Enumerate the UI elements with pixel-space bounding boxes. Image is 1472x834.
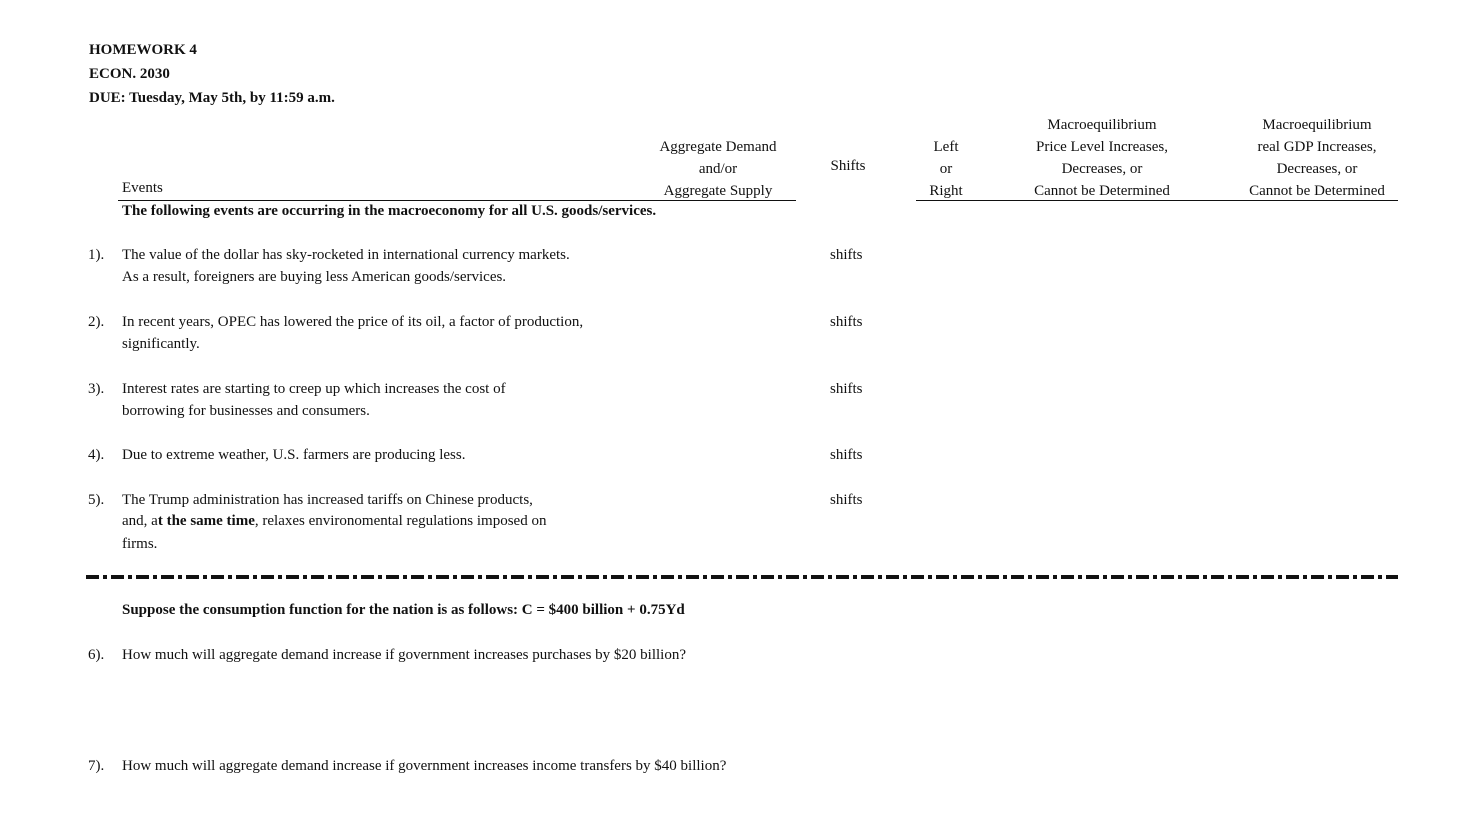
event-text-line <box>122 513 546 530</box>
event-text-emphasis: t the same time <box>157 513 255 529</box>
col-header-price-level-line: Price Level Increases, <box>1035 139 1168 155</box>
section-divider <box>86 575 1398 579</box>
col-header-shifts: Shifts <box>830 158 866 174</box>
event-shifts-label: shifts <box>830 381 863 397</box>
event-text-fragment: and, a <box>122 513 158 529</box>
event-text-line: borrowing for businesses and consumers. <box>122 403 370 419</box>
col-header-price-level-line: Decreases, or <box>1061 161 1143 177</box>
col-header-direction-line: Left <box>933 139 959 155</box>
col-header-ad-as-line: and/or <box>698 161 738 177</box>
header-underline <box>916 200 1398 201</box>
col-header-ad-as-line: Aggregate Demand <box>659 139 777 155</box>
event-number: 2). <box>88 314 105 330</box>
event-number: 1). <box>88 247 105 263</box>
col-header-ad-as-line: Aggregate Supply <box>663 183 773 199</box>
course-code: ECON. 2030 <box>89 66 170 82</box>
homework-title: HOMEWORK 4 <box>89 42 197 58</box>
col-header-price-level-line: Macroequilibrium <box>1047 117 1157 133</box>
event-text-line: firms. <box>122 536 158 552</box>
question-number: 7). <box>88 758 105 774</box>
question-number: 6). <box>88 647 105 663</box>
event-number: 3). <box>88 381 105 397</box>
event-text-line: significantly. <box>122 336 200 352</box>
event-shifts-label: shifts <box>830 447 863 463</box>
event-shifts-label: shifts <box>830 492 863 508</box>
event-text-line: Due to extreme weather, U.S. farmers are producing less. <box>122 447 466 463</box>
col-header-direction-line: or <box>939 161 953 177</box>
section2-intro: Suppose the consumption function for the nation is as follows: C = $400 billion + 0.75Yd <box>122 602 685 618</box>
event-number: 4). <box>88 447 105 463</box>
col-header-real-gdp-line: real GDP Increases, <box>1257 139 1377 155</box>
event-text-line: In recent years, OPEC has lowered the price of its oil, a factor of production, <box>122 314 584 330</box>
col-header-direction-line: Right <box>929 183 963 199</box>
section1-intro: The following events are occurring in the macroeconomy for all U.S. goods/services. <box>122 203 657 219</box>
event-text-line: The value of the dollar has sky-rocketed in international currency markets. <box>122 247 570 263</box>
event-text-line: As a result, foreigners are buying less American goods/services. <box>122 269 507 285</box>
col-header-ad-as <box>640 136 796 202</box>
question-text: How much will aggregate demand increase if government increases purchases by $20 billion? <box>122 647 686 663</box>
event-text-fragment: , relaxes environomental regulations imposed on <box>254 513 547 529</box>
event-text-line: The Trump administration has increased tariffs on Chinese products, <box>122 492 533 508</box>
col-header-real-gdp-line: Cannot be Determined <box>1249 183 1385 199</box>
col-header-direction <box>916 136 976 202</box>
question-text: How much will aggregate demand increase if government increases income transfers by $40 billion? <box>122 758 727 774</box>
col-header-price-level <box>1012 114 1192 202</box>
event-number: 5). <box>88 492 105 508</box>
event-shifts-label: shifts <box>830 247 863 263</box>
header-underline <box>118 200 796 201</box>
col-header-real-gdp-line: Decreases, or <box>1276 161 1358 177</box>
col-header-price-level-line: Cannot be Determined <box>1034 183 1170 199</box>
event-text-line: Interest rates are starting to creep up which increases the cost of <box>122 381 506 397</box>
event-shifts-label: shifts <box>830 314 863 330</box>
col-header-real-gdp-line: Macroequilibrium <box>1262 117 1372 133</box>
col-header-events: Events <box>122 180 163 196</box>
col-header-real-gdp <box>1227 114 1407 202</box>
due-date: DUE: Tuesday, May 5th, by 11:59 a.m. <box>89 90 335 106</box>
